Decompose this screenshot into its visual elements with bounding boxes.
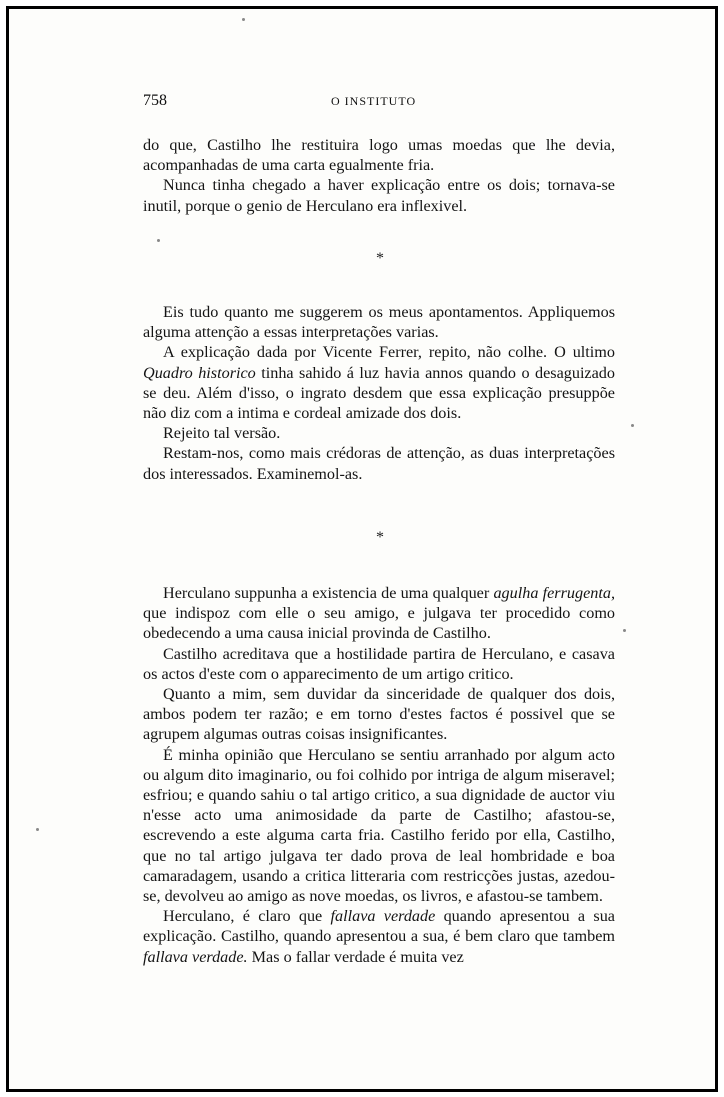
- running-title: O INSTITUTO: [331, 94, 417, 108]
- italic-phrase: agulha ferrugenta,: [493, 584, 615, 602]
- paragraph: Castilho acreditava que a hostilidade partira de Herculano, e casava os actos d'este com o apparecimento de um artigo critico.: [143, 644, 615, 683]
- text-run: que indispoz com elle o seu amigo, e julgava ter procedido como obedecendo a uma causa inicial provinda de Castilho.: [143, 604, 615, 643]
- page-header: [143, 92, 613, 114]
- section-analysis: [143, 583, 615, 967]
- paragraph: Quanto a mim, sem duvidar da sinceridade de qualquer dos dois, ambos podem ter razão; e em torno d'estes factos é possivel que se agrupem algumas outras coisas insignificantes.: [143, 685, 615, 744]
- paragraph: [143, 342, 615, 423]
- section-separator-asterisk: *: [376, 529, 384, 546]
- paragraph: Restam-nos, como mais crédoras de attenção, as duas interpretações dos interessados. Examinemol-as.: [143, 444, 615, 483]
- text-run: A explicação dada por Vicente Ferrer, repito, não colhe. O ultimo: [163, 343, 615, 362]
- italic-phrase: fallava verdade.: [143, 947, 248, 966]
- print-speck: [157, 239, 160, 242]
- print-speck: [631, 424, 634, 427]
- paragraph: do que, Castilho lhe restituira logo umas moedas que lhe devia, acompanhadas de uma carta egualmente fria.: [143, 136, 615, 175]
- section-continuation: [143, 135, 615, 216]
- print-speck: [242, 18, 245, 21]
- paragraph: [143, 906, 615, 967]
- paragraph: Nunca tinha chegado a haver explicação entre os dois; tornava-se inutil, porque o genio de Herculano era inflexivel.: [143, 176, 615, 215]
- page-number: 758: [143, 92, 167, 109]
- text-run: Mas o fallar verdade é muita vez: [247, 947, 464, 966]
- text-run: tinha sahido á luz havia annos quando o desaguizado se deu. Além d'isso, o ingrato desdem que essa explicação presuppõe não diz com a intima e cordeal amizade dos dois.: [143, 363, 615, 423]
- italic-title: Quadro historico: [143, 363, 256, 382]
- paragraph: Rejeito tal versão.: [163, 424, 281, 443]
- text-run: Herculano, é claro que: [163, 907, 331, 926]
- section-interpretations: [143, 302, 615, 484]
- paragraph: [143, 583, 615, 644]
- print-speck: [623, 629, 626, 632]
- paragraph: É minha opinião que Herculano se sentiu arranhado por algum acto ou algum dito imaginario, ou foi colhido por intriga de algum miseravel; esfriou; e quando sahiu o tal artigo critico, a sua dignidade de auctor viu n'esse acto uma animosidade da parte de Castilho; afastou-se, escrevendo a este alguma carta fria. Castilho ferido por ella, Castilho, que no tal artigo julgava ter dado prova de leal hombridade e boa camaradagem, usando a critica litteraria com restricções justas, azedou-se, devolveu ao amigo as nove moedas, os livros, e afastou-se tambem.: [143, 745, 615, 906]
- section-separator-asterisk: *: [376, 250, 384, 267]
- italic-phrase: fallava verdade: [330, 907, 436, 926]
- text-run: Herculano suppunha a existencia de uma qualquer: [163, 584, 494, 602]
- print-speck: [36, 828, 39, 831]
- paragraph: Eis tudo quanto me suggerem os meus apontamentos. Appliquemos alguma attenção a essas interpretações varias.: [143, 303, 615, 342]
- text-run: quando apresentou a sua explicação. Castilho, quando apresentou a sua, é bem claro que tambem: [143, 907, 615, 946]
